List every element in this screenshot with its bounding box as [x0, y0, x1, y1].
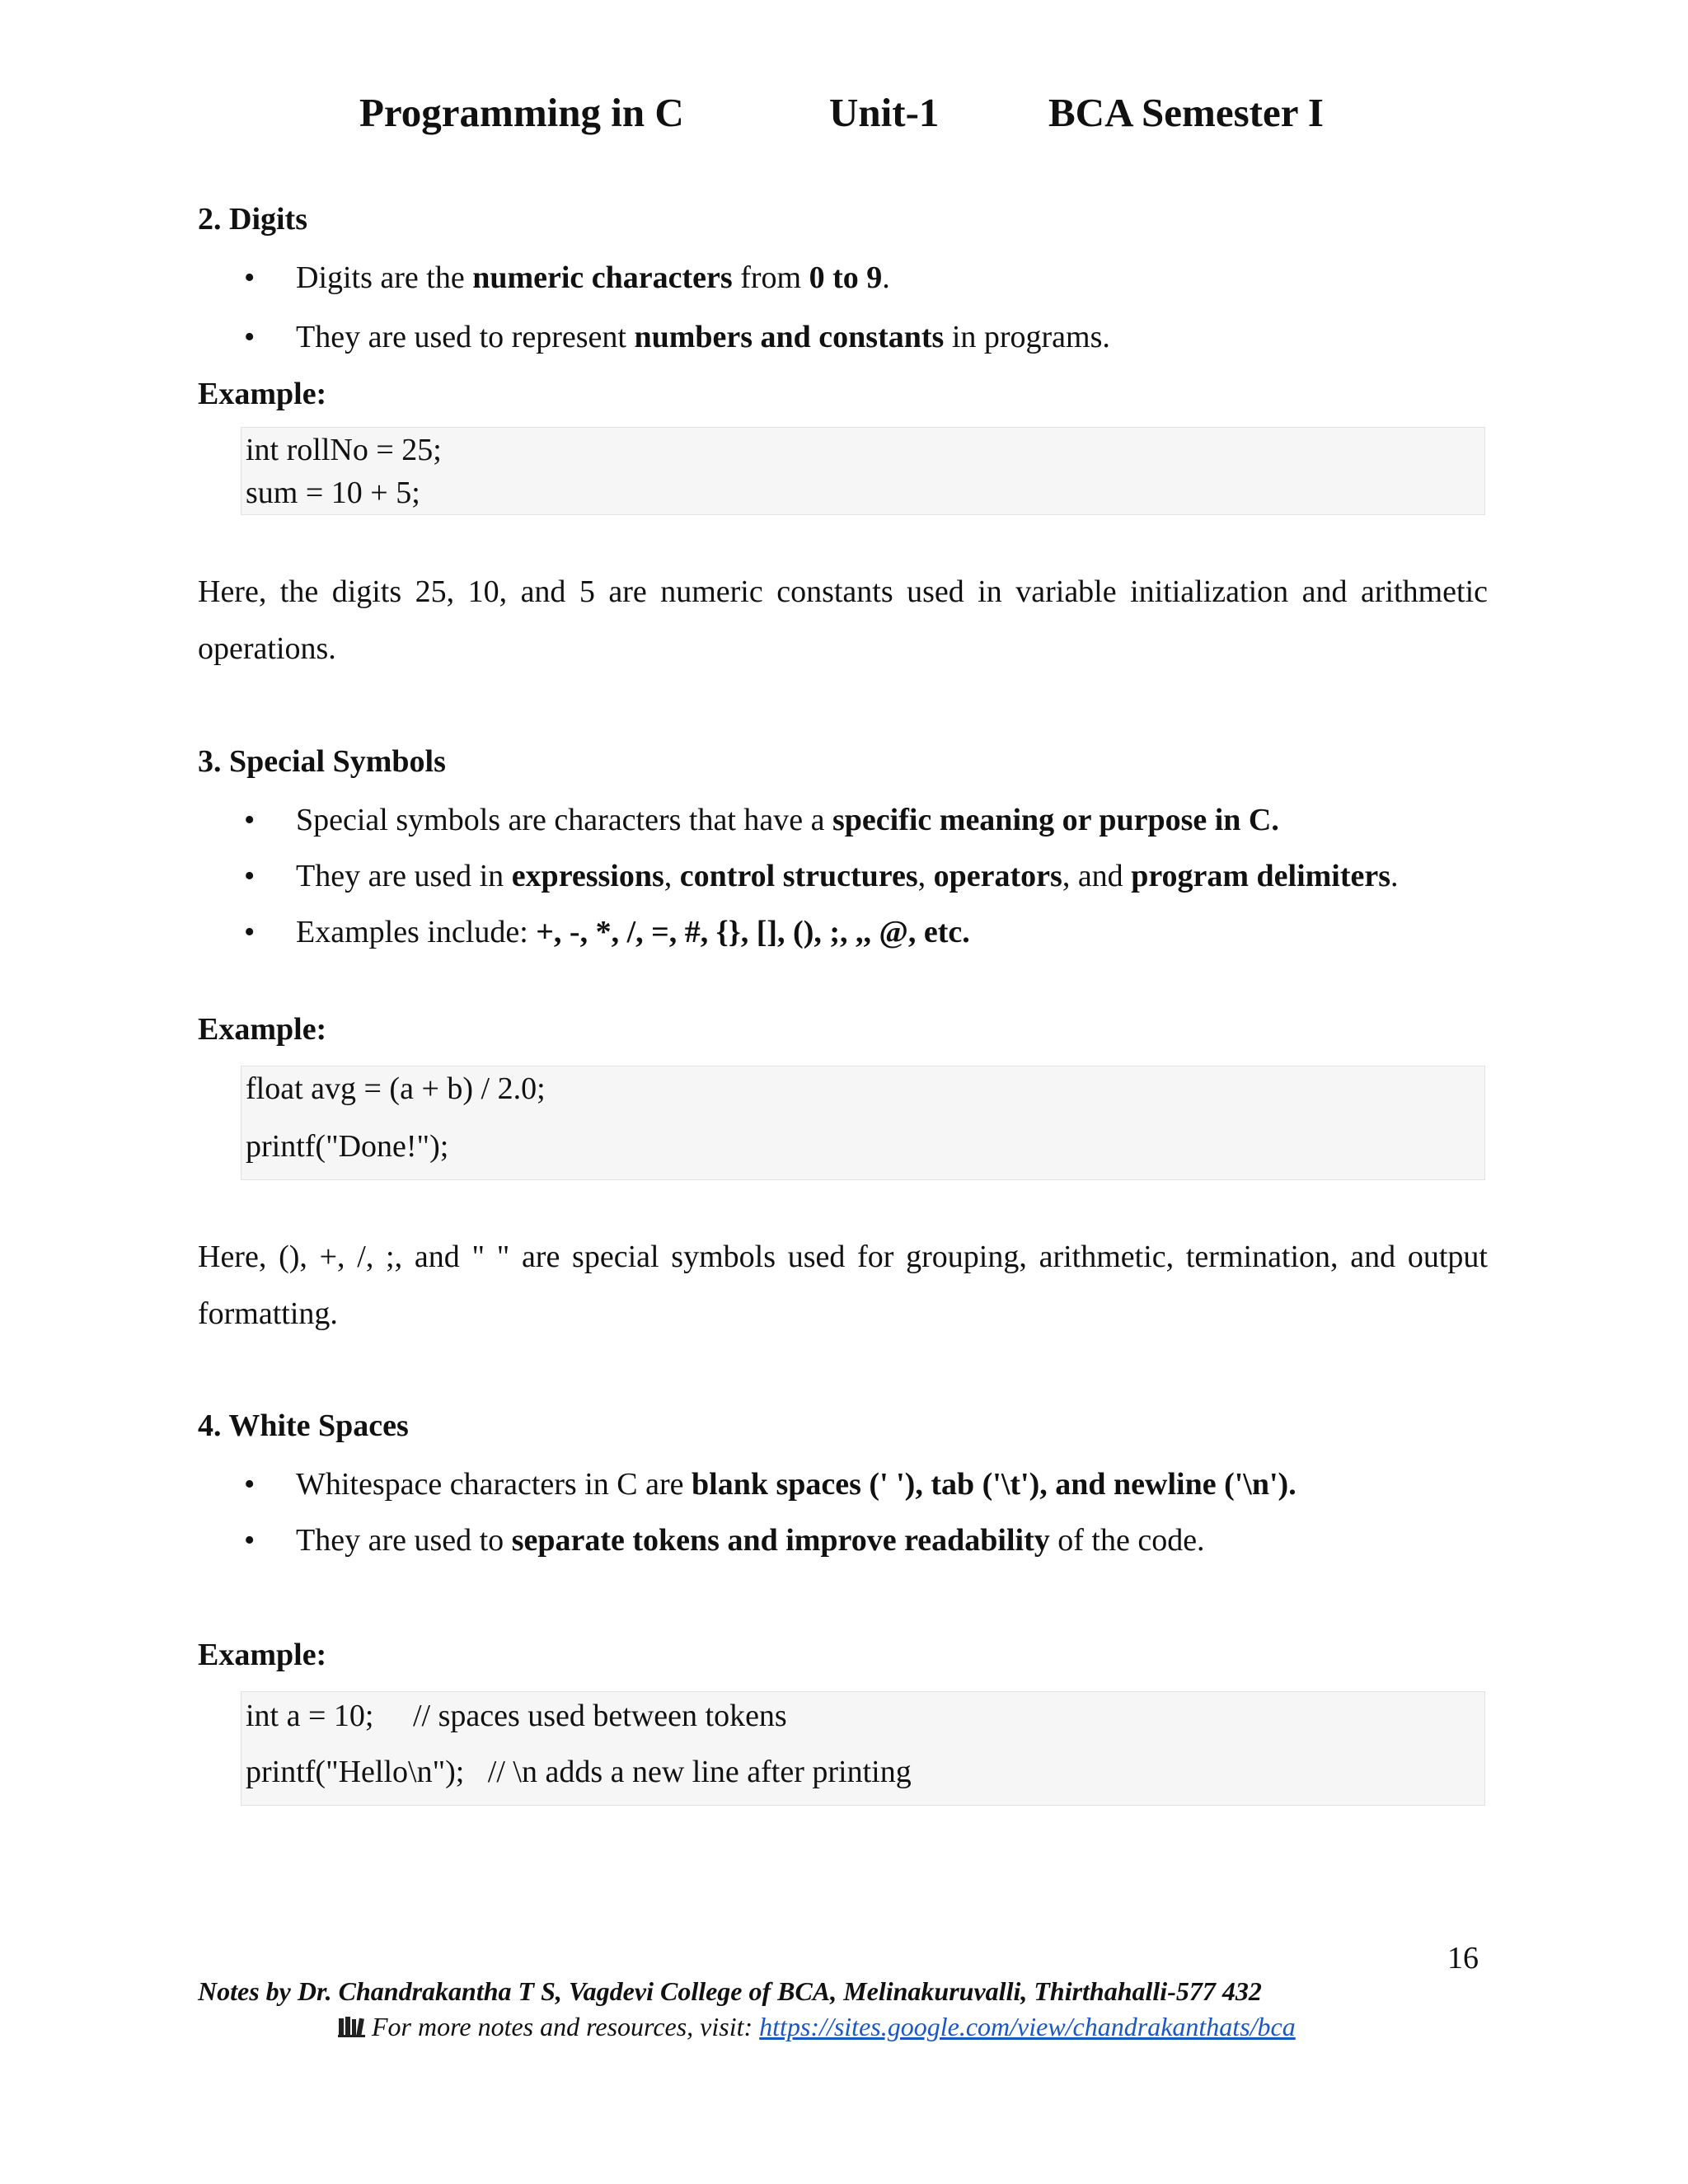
code-line: printf("Done!");: [246, 1129, 449, 1164]
list-item: They are used in expressions, control structures, operators, and program delimiters.: [296, 859, 1399, 893]
list-item: They are used to represent numbers and constants in programs.: [296, 320, 1110, 354]
bullet-dot: •: [244, 859, 256, 893]
header-unit: Unit-1: [829, 90, 940, 135]
example-label: Example:: [198, 1012, 327, 1047]
resources-link[interactable]: https://sites.google.com/view/chandrakanthats/bca: [759, 2012, 1296, 2041]
code-line: printf("Hello\n"); // \n adds a new line after printing: [246, 1755, 912, 1789]
code-line: sum = 10 + 5;: [246, 476, 420, 510]
list-item: Whitespace characters in C are blank spaces (' '), tab ('\t'), and newline ('\n').: [296, 1467, 1296, 1502]
paragraph: Here, (), +, /, ;, and " " are special symbols used for grouping, arithmetic, termination, and output formatting.: [198, 1240, 1488, 1331]
bullet-dot: •: [244, 320, 256, 354]
bullet-dot: •: [244, 1523, 256, 1558]
page-number: 16: [1447, 1941, 1479, 1975]
code-line: float avg = (a + b) / 2.0;: [246, 1071, 546, 1106]
bullet-dot: •: [244, 915, 256, 949]
paragraph: Here, the digits 25, 10, and 5 are numeric constants used in variable initialization and arithmetic operations.: [198, 574, 1488, 666]
header-course: Programming in C: [359, 90, 684, 135]
books-icon: [338, 2016, 365, 2037]
code-line: int rollNo = 25;: [246, 433, 442, 467]
header-semester: BCA Semester I: [1048, 90, 1324, 135]
footer-resources-text: For more notes and resources, visit:: [372, 2012, 760, 2041]
list-item: Special symbols are characters that have a specific meaning or purpose in C.: [296, 803, 1279, 837]
section-heading-digits: 2. Digits: [198, 202, 307, 237]
footer-resources: [338, 2013, 1296, 2040]
list-item: Examples include: +, -, *, /, =, #, {}, [], (), ;, ,, @, etc.: [296, 915, 970, 949]
list-item: Digits are the numeric characters from 0 to 9.: [296, 260, 890, 295]
example-label: Example:: [198, 1638, 327, 1672]
list-item: They are used to separate tokens and improve readability of the code.: [296, 1523, 1205, 1558]
bullet-dot: •: [244, 803, 256, 837]
bullet-dot: •: [244, 1467, 256, 1502]
footer-credit: Notes by Dr. Chandrakantha T S, Vagdevi College of BCA, Melinakuruvalli, Thirthahalli-577 432: [198, 1976, 1262, 2006]
section-heading-special-symbols: 3. Special Symbols: [198, 744, 446, 779]
bullet-dot: •: [244, 260, 256, 295]
section-heading-white-spaces: 4. White Spaces: [198, 1408, 409, 1443]
example-label: Example:: [198, 377, 327, 411]
code-line: int a = 10; // spaces used between tokens: [246, 1699, 787, 1733]
